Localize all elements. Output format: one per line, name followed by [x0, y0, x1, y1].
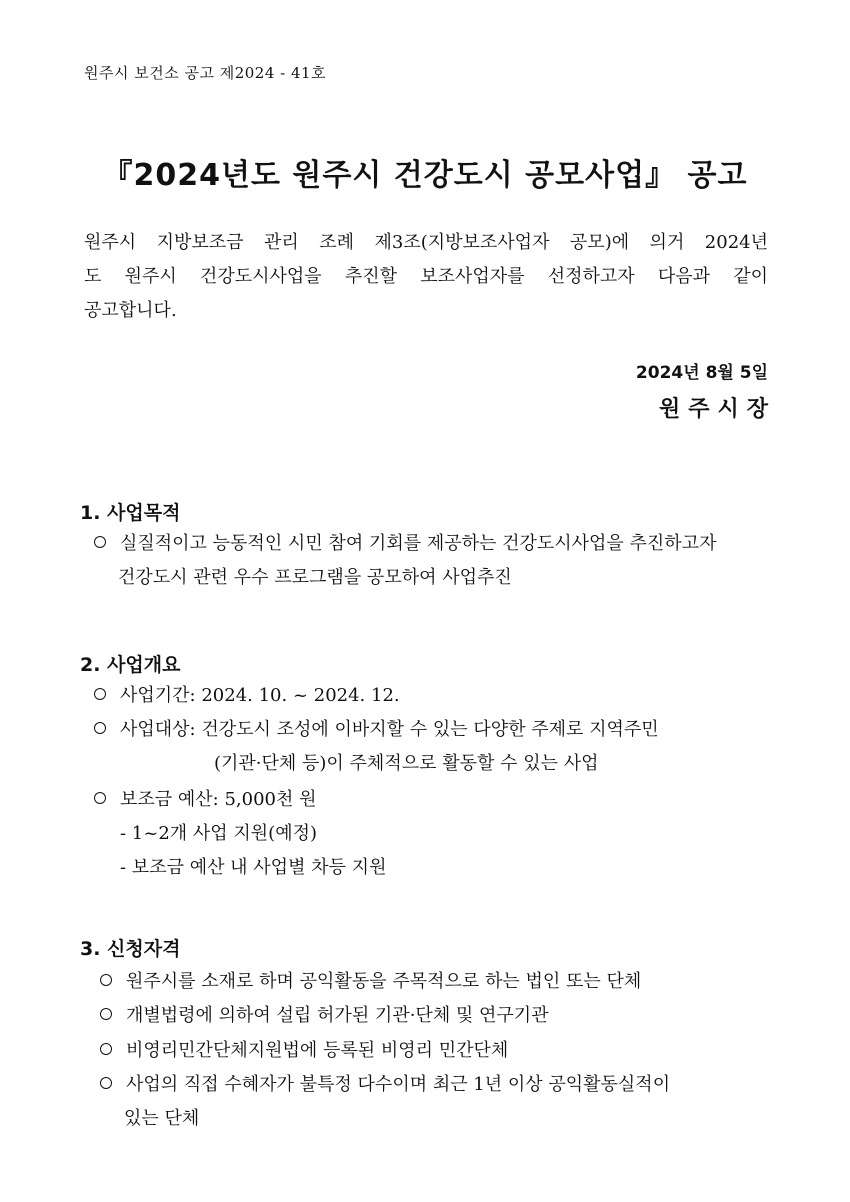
list-item-continuation: 건강도시 관련 우수 프로그램을 공모하여 사업추진	[118, 567, 512, 588]
list-item	[100, 999, 549, 1033]
list-item-text: 보조금 예산: 5,000천 원	[120, 789, 317, 810]
signer-name: 원주시장	[658, 397, 776, 422]
circle-bullet-icon	[94, 688, 106, 700]
intro-line: 공고합니다.	[84, 300, 177, 321]
sub-item: - 1~2개 사업 지원(예정)	[120, 823, 317, 844]
circle-bullet-icon	[100, 974, 112, 986]
sub-item: - 보조금 예산 내 사업별 차등 지원	[120, 857, 387, 878]
list-item-text: 개별법령에 의하여 설립 허가된 기관·단체 및 연구기관	[126, 1005, 549, 1026]
list-item	[94, 713, 659, 747]
list-item-text: 비영리민간단체지원법에 등록된 비영리 민간단체	[126, 1040, 509, 1061]
list-item	[94, 527, 716, 561]
circle-bullet-icon	[100, 1077, 112, 1089]
list-item-continuation: 있는 단체	[124, 1108, 200, 1129]
section-heading: 2. 사업개요	[80, 654, 181, 676]
intro-paragraph	[84, 226, 768, 328]
document-number: 원주시 보건소 공고 제2024 - 41호	[84, 64, 327, 82]
list-item-text: 실질적이고 능동적인 시민 참여 기회를 제공하는 건강도시사업을 추진하고자	[120, 533, 717, 554]
list-item	[100, 1034, 508, 1068]
circle-bullet-icon	[100, 1008, 112, 1020]
section-heading: 3. 신청자격	[80, 938, 181, 960]
list-item-continuation: (기관·단체 등)이 주체적으로 활동할 수 있는 사업	[214, 753, 599, 774]
document-title: 『2024년도 원주시 건강도시 공모사업』 공고	[102, 158, 748, 193]
list-item	[100, 1068, 670, 1102]
intro-line: 도 원주시 건강도시사업을 추진할 보조사업자를 선정하고자 다음과 같이	[84, 266, 768, 287]
list-item-text: 사업대상: 건강도시 조성에 이바지할 수 있는 다양한 주제로 지역주민	[120, 719, 659, 740]
circle-bullet-icon	[94, 792, 106, 804]
list-item	[100, 965, 641, 999]
section-heading: 1. 사업목적	[80, 502, 181, 524]
circle-bullet-icon	[94, 722, 106, 734]
list-item	[94, 783, 316, 817]
circle-bullet-icon	[94, 536, 106, 548]
list-item-text: 사업기간: 2024. 10. ~ 2024. 12.	[120, 685, 400, 706]
list-item	[94, 679, 400, 713]
announcement-date: 2024년 8월 5일	[635, 363, 768, 383]
circle-bullet-icon	[100, 1043, 112, 1055]
intro-line: 원주시 지방보조금 관리 조례 제3조(지방보조사업자 공모)에 의거 2024년	[84, 232, 768, 253]
list-item-text: 원주시를 소재로 하며 공익활동을 주목적으로 하는 법인 또는 단체	[126, 971, 642, 992]
list-item-text: 사업의 직접 수혜자가 불특정 다수이며 최근 1년 이상 공익활동실적이	[126, 1074, 671, 1095]
